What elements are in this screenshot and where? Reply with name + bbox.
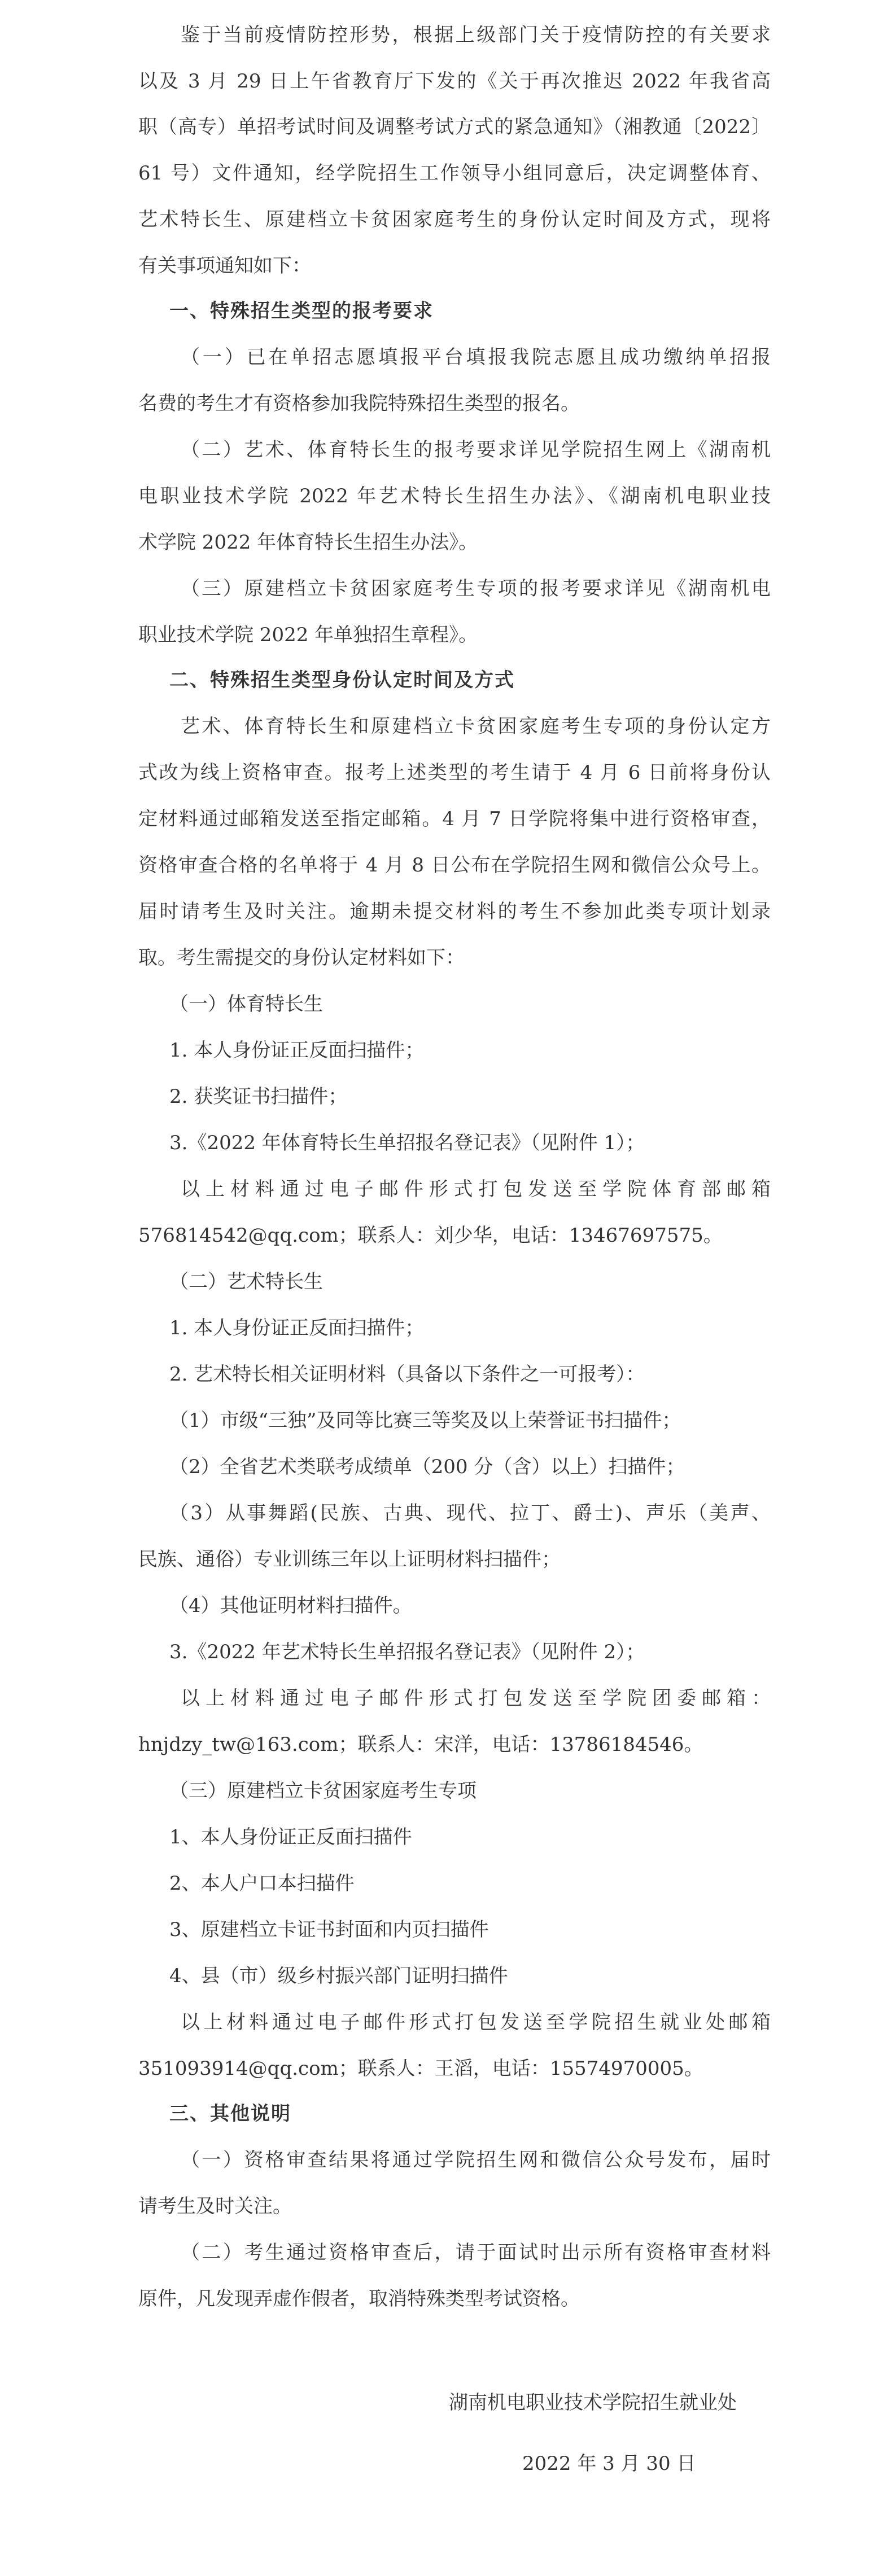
paragraph-line: 职业技术学院 2022 年单独招生章程》。 bbox=[138, 624, 478, 646]
list-item: 3.《2022 年体育特长生单招报名登记表》（见附件 1）； bbox=[169, 1132, 645, 1154]
list-item: 3.《2022 年艺术特长生单招报名登记表》（见附件 2）； bbox=[169, 1641, 645, 1663]
list-item: （2）全省艺术类联考成绩单（200 分（含）以上）扫描件； bbox=[169, 1456, 685, 1478]
subsection-title: （二）艺术特长生 bbox=[169, 1271, 323, 1293]
intro-line: 有关事项通知如下： bbox=[138, 255, 311, 277]
intro-line: 鉴于当前疫情防控形势，根据上级部门关于疫情防控的有关要求 bbox=[181, 24, 771, 46]
paragraph-line: 定材料通过邮箱发送至指定邮箱。4 月 7 日学院将集中进行资格审查， bbox=[138, 808, 771, 830]
paragraph-line: 请考生及时关注。 bbox=[138, 2195, 292, 2218]
paragraph-line: 届时请考生及时关注。逾期未提交材料的考生不参加此类专项计划录 bbox=[138, 900, 771, 923]
paragraph-line: 原件，凡发现弄虚作假者，取消特殊类型考试资格。 bbox=[138, 2288, 580, 2310]
paragraph-line: 艺术、体育特长生和原建档立卡贫困家庭考生专项的身份认定方 bbox=[181, 715, 771, 738]
list-item: 1. 本人身份证正反面扫描件； bbox=[169, 1317, 425, 1339]
list-item: （4）其他证明材料扫描件。 bbox=[169, 1594, 412, 1617]
list-item: （3）从事舞蹈(民族、古典、现代、拉丁、爵士)、声乐（美声、 bbox=[169, 1502, 771, 1524]
section-heading: 一、特殊招生类型的报考要求 bbox=[169, 300, 434, 322]
list-item: 2. 艺术特长相关证明材料（具备以下条件之一可报考）： bbox=[169, 1363, 645, 1386]
paragraph-line: 名费的考生才有资格参加我院特殊招生类型的报名。 bbox=[138, 392, 580, 415]
contact-line: 576814542@qq.com；联系人：刘少华，电话：13467697575。 bbox=[138, 1224, 723, 1247]
signature-org: 湖南机电职业技术学院招生就业处 bbox=[449, 2391, 737, 2414]
subsection-title: （一）体育特长生 bbox=[169, 993, 323, 1015]
intro-line: 61 号）文件通知，经学院招生工作领导小组同意后，决定调整体育、 bbox=[138, 162, 771, 185]
list-item: 2. 获奖证书扫描件； bbox=[169, 1085, 348, 1108]
section-heading: 二、特殊招生类型身份认定时间及方式 bbox=[169, 669, 515, 691]
paragraph-line: 以上材料通过电子邮件形式打包发送至学院团委邮箱： bbox=[181, 1687, 771, 1710]
paragraph-line: 资格审查合格的名单将于 4 月 8 日公布在学院招生网和微信公众号上。 bbox=[138, 854, 771, 877]
paragraph-line: （二）艺术、体育特长生的报考要求详见学院招生网上《湖南机 bbox=[181, 439, 771, 461]
list-item: 2、本人户口本扫描件 bbox=[169, 1872, 355, 1895]
list-item: 3、原建档立卡证书封面和内页扫描件 bbox=[169, 1918, 489, 1941]
paragraph-line: （二）考生通过资格审查后，请于面试时出示所有资格审查材料 bbox=[181, 2241, 771, 2264]
paragraph-line: 电职业技术学院 2022 年艺术特长生招生办法》、《湖南机电职业技 bbox=[138, 485, 771, 507]
contact-line: hnjdzy_tw@163.com；联系人：宋洋，电话：13786184546。 bbox=[138, 1733, 703, 1756]
paragraph-line: 取。考生需提交的身份认定材料如下： bbox=[138, 947, 465, 969]
signature-date: 2022 年 3 月 30 日 bbox=[522, 2452, 696, 2475]
intro-line: 以及 3 月 29 日上午省教育厅下发的《关于再次推迟 2022 年我省高 bbox=[138, 70, 771, 93]
list-item: 1、本人身份证正反面扫描件 bbox=[169, 1826, 412, 1848]
intro-line: 艺术特长生、原建档立卡贫困家庭考生的身份认定时间及方式，现将 bbox=[138, 208, 771, 231]
list-item: （1）市级“三独”及同等比赛三等奖及以上荣誉证书扫描件； bbox=[169, 1409, 681, 1432]
paragraph-line: （一）资格审查结果将通过学院招生网和微信公众号发布，届时 bbox=[181, 2149, 771, 2171]
intro-line: 职（高专）单招考试时间及调整考试方式的紧急通知》（湘教通〔2022〕 bbox=[138, 116, 771, 138]
paragraph-line: 以上材料通过电子邮件形式打包发送至学院体育部邮箱 bbox=[181, 1178, 771, 1201]
paragraph-line: 以上材料通过电子邮件形式打包发送至学院招生就业处邮箱 bbox=[181, 2011, 771, 2034]
list-item: 1. 本人身份证正反面扫描件； bbox=[169, 1039, 425, 1062]
section-heading: 三、其他说明 bbox=[169, 2102, 291, 2125]
contact-line: 351093914@qq.com；联系人：王滔，电话：15574970005。 bbox=[138, 2057, 703, 2080]
list-item: 民族、通俗）专业训练三年以上证明材料扫描件； bbox=[138, 1548, 561, 1571]
paragraph-line: （三）原建档立卡贫困家庭考生专项的报考要求详见《湖南机电 bbox=[181, 577, 771, 600]
subsection-title: （三）原建档立卡贫困家庭考生专项 bbox=[169, 1780, 477, 1802]
paragraph-line: （一）已在单招志愿填报平台填报我院志愿且成功缴纳单招报 bbox=[181, 346, 771, 369]
list-item: 4、县（市）级乡村振兴部门证明扫描件 bbox=[169, 1965, 508, 1987]
paragraph-line: 式改为线上资格审查。报考上述类型的考生请于 4 月 6 日前将身份认 bbox=[138, 761, 771, 784]
paragraph-line: 术学院 2022 年体育特长生招生办法》。 bbox=[138, 531, 478, 554]
